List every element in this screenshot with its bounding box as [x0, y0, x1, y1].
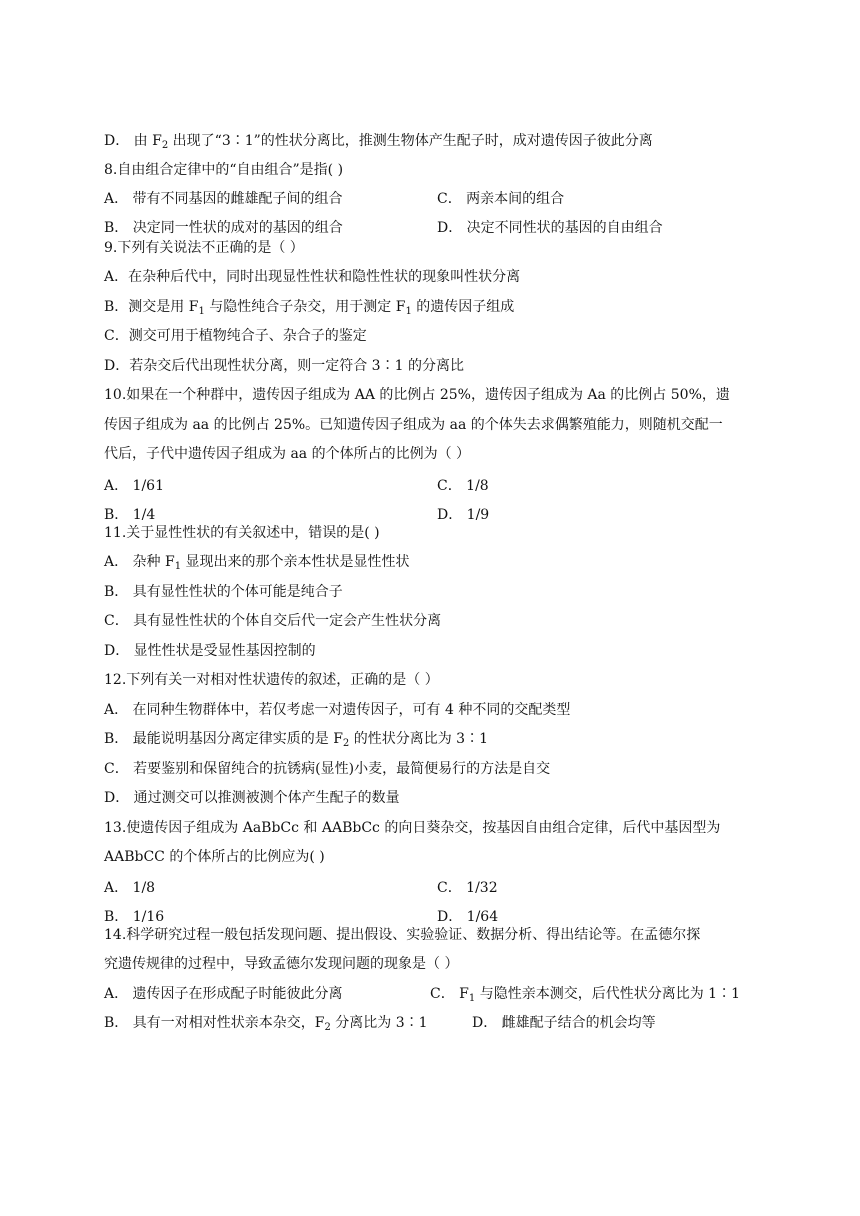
q14-stem-line1: 14.科学研究过程一般包括发现问题、提出假设、实验验证、数据分析、得出结论等。在孟德尔探: [104, 927, 701, 943]
q13-option-b: B． 1/16: [104, 909, 165, 925]
q8-option-c: C． 两亲本间的组合: [437, 191, 565, 207]
q13-option-a: A． 1/8: [104, 880, 156, 896]
q12-option-d: D． 通过测交可以推测被测个体产生配子的数量: [104, 790, 400, 806]
q13-stem-line1: 13.使遗传因子组成为 AaBbCc 和 AABbCc 的向日葵杂交，按基因自由组合定律，后代中基因型为: [104, 820, 721, 836]
q9-option-a: A．在杂种后代中，同时出现显性性状和隐性性状的现象叫性状分离: [104, 269, 521, 285]
q12-option-a: A． 在同种生物群体中，若仅考虑一对遗传因子，可有 4 种不同的交配类型: [104, 702, 571, 718]
q10-option-a: A． 1/61: [104, 478, 164, 494]
q9-option-d: D．若杂交后代出现性状分离，则一定符合 3∶1 的分离比: [104, 358, 464, 374]
q8-option-d: D． 决定不同性状的基因的自由组合: [437, 220, 663, 236]
q10-option-c: C． 1/8: [437, 478, 489, 494]
q9-option-b: B．测交是用 $F_1$ 与隐性纯合子杂交，用于测定 $F_1$ 的遗传因子组成: [104, 299, 515, 317]
q14-option-b: B． 具有一对相对性状亲本杂交，$F_2$ 分离比为 3∶1: [104, 1015, 428, 1033]
q13-option-c: C． 1/32: [437, 880, 498, 896]
q10-stem-line3: 代后，子代中遗传因子组成为 aa 的个体所占的比例为（ ）: [104, 446, 471, 462]
q10-stem-line2: 传因子组成为 aa 的比例占 25%。已知遗传因子组成为 aa 的个体失去求偶繁殖能力，则随机交配一: [104, 417, 723, 433]
q14-stem-line2: 究遗传规律的过程中，导致孟德尔发现问题的现象是（ ）: [104, 956, 459, 972]
q8-option-a: A． 带有不同基因的雌雄配子间的组合: [104, 191, 343, 207]
q13-stem-line2: AABbCC 的个体所占的比例应为( ): [104, 849, 325, 865]
q10-stem-line1: 10.如果在一个种群中，遗传因子组成为 AA 的比例占 25%，遗传因子组成为 Aa 的比例占 50%，遗: [104, 387, 730, 403]
q14-option-a: A． 遗传因子在形成配子时能彼此分离: [104, 986, 343, 1002]
q14-option-d: D． 雌雄配子结合的机会均等: [472, 1015, 656, 1031]
q11-option-b: B． 具有显性性状的个体可能是纯合子: [104, 584, 343, 600]
q13-option-d: D． 1/64: [437, 909, 499, 925]
q11-option-a: A． 杂种 $F_1$ 显现出来的那个亲本性状是显性性状: [104, 554, 410, 572]
q10-option-b: B． 1/4: [104, 507, 156, 523]
q12-option-b: B． 最能说明基因分离定律实质的是 $F_2$ 的性状分离比为 3∶1: [104, 731, 488, 749]
q9-stem: 9.下列有关说法不正确的是（ ）: [104, 240, 304, 256]
q12-stem: 12.下列有关一对相对性状遗传的叙述，正确的是（ ）: [104, 672, 439, 688]
q12-option-c: C． 若要鉴别和保留纯合的抗锈病(显性)小麦，最简便易行的方法是自交: [104, 761, 551, 777]
q8-stem: 8.自由组合定律中的“自由组合”是指( ): [104, 162, 344, 178]
q11-option-c: C． 具有显性性状的个体自交后代一定会产生性状分离: [104, 613, 442, 629]
q9-option-c: C．测交可用于植物纯合子、杂合子的鉴定: [104, 328, 367, 344]
q10-option-d: D． 1/9: [437, 507, 490, 523]
q11-option-d: D． 显性性状是受显性基因控制的: [104, 643, 316, 659]
q11-stem: 11.关于显性性状的有关叙述中，错误的是( ): [104, 525, 380, 541]
q8-option-b: B． 决定同一性状的成对的基因的组合: [104, 220, 343, 236]
q7-option-d: D． 由 $F_2$ 出现了“3∶1”的性状分离比，推测生物体产生配子时，成对遗传因子彼此分离: [104, 133, 653, 151]
q14-option-c: C． $F_1$ 与隐性亲本测交，后代性状分离比为 1∶1: [430, 986, 740, 1004]
